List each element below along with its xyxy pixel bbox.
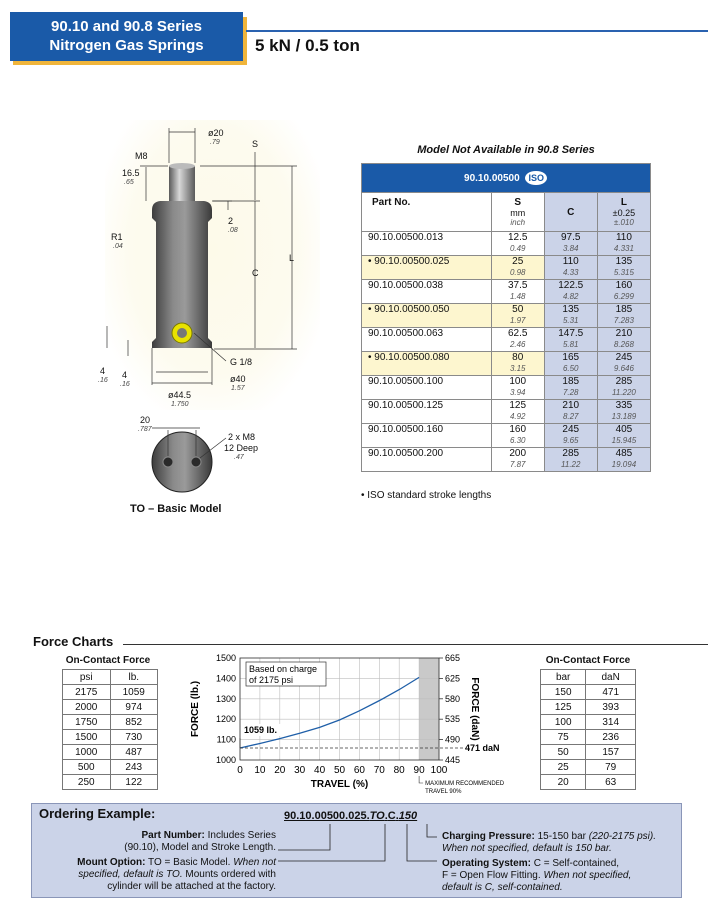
label-4b-in: .16 bbox=[120, 381, 130, 388]
cell-l-inch: 8.268 bbox=[613, 340, 634, 349]
label-r1-in: .04 bbox=[113, 243, 123, 250]
cell-c-inch: 8.27 bbox=[562, 412, 579, 421]
table-row bbox=[362, 352, 651, 376]
cell-s-inch: 0.49 bbox=[509, 244, 526, 253]
left-force-row bbox=[63, 730, 158, 745]
cell-s-inch: 3.15 bbox=[509, 364, 526, 373]
header-title-line1: 90.10 and 90.8 Series bbox=[51, 18, 202, 35]
left-header-psi: psi bbox=[63, 670, 111, 685]
legend-line-1: Based on charge bbox=[249, 664, 318, 674]
max-travel-leader bbox=[419, 776, 423, 783]
cell-l-inch: 11.220 bbox=[611, 388, 636, 397]
cell-part-no: 90.10.00500.013 bbox=[362, 232, 492, 256]
dan-label: 471 daN bbox=[465, 742, 500, 753]
cell-part-no: • 90.10.00500.050 bbox=[362, 304, 492, 328]
cell-s-mm: 80 bbox=[512, 352, 524, 363]
cell-s bbox=[491, 448, 544, 472]
cell-part-no: • 90.10.00500.025 bbox=[362, 256, 492, 280]
cell-c-mm: 285 bbox=[562, 448, 580, 459]
cell-c-inch: 4.82 bbox=[562, 292, 579, 301]
y2-tick-label: 665 bbox=[445, 653, 461, 663]
cell-l bbox=[597, 424, 650, 448]
cell-l-mm: 285 bbox=[615, 376, 633, 387]
header-s bbox=[491, 193, 544, 232]
cell-c-inch: 11.22 bbox=[561, 460, 581, 469]
ordering-code-dot2: . bbox=[395, 810, 399, 822]
cell-c-inch: 5.81 bbox=[562, 340, 579, 349]
force-charts-rule bbox=[123, 644, 708, 645]
right-force-table bbox=[540, 669, 636, 790]
left-cell-b: 243 bbox=[110, 760, 158, 775]
iso-header bbox=[362, 164, 651, 193]
cell-s bbox=[491, 424, 544, 448]
cell-l-inch: 5.315 bbox=[613, 268, 634, 277]
y-tick-label: 1000 bbox=[215, 755, 236, 765]
header-l-tol: ±0.25 bbox=[612, 208, 636, 218]
label-16-5-in: .65 bbox=[124, 179, 134, 186]
operating-desc bbox=[442, 858, 682, 894]
table-row bbox=[362, 304, 651, 328]
label-2-in: .08 bbox=[228, 227, 238, 234]
label-dia40: ø40 bbox=[230, 374, 246, 384]
left-cell-b: 487 bbox=[110, 745, 158, 760]
cell-c-mm: 245 bbox=[562, 424, 580, 435]
right-cell-b: 79 bbox=[586, 760, 636, 775]
cell-s-inch: 6.30 bbox=[509, 436, 526, 445]
part-number-text2: (90.10), Model and Stroke Length. bbox=[124, 842, 276, 853]
cell-c bbox=[544, 400, 597, 424]
base-view bbox=[152, 432, 212, 492]
header-title-line2: Nitrogen Gas Springs bbox=[49, 37, 204, 54]
header-subtitle: 5 kN / 0.5 ton bbox=[255, 36, 360, 55]
operating-label: Operating System: bbox=[442, 858, 531, 869]
y2-tick-label: 445 bbox=[445, 755, 461, 765]
cell-s-inch: 4.92 bbox=[509, 412, 526, 421]
operating-text1: C = Self-contained, bbox=[533, 858, 620, 869]
left-cell-a: 2000 bbox=[63, 700, 111, 715]
left-force-row bbox=[63, 715, 158, 730]
right-table-body bbox=[541, 685, 636, 790]
force-chart bbox=[180, 648, 530, 798]
cell-c-inch: 9.65 bbox=[562, 436, 579, 445]
right-cell-a: 150 bbox=[541, 685, 586, 700]
label-16-5: 16.5 bbox=[122, 168, 140, 178]
cell-l-mm: 210 bbox=[615, 328, 633, 339]
right-cell-b: 236 bbox=[586, 730, 636, 745]
cell-part-no: 90.10.00500.100 bbox=[362, 376, 492, 400]
x-tick-label: 10 bbox=[254, 765, 266, 776]
cell-s-inch: 1.48 bbox=[509, 292, 526, 301]
cell-l-inch: 7.283 bbox=[613, 316, 634, 325]
mount-option-desc bbox=[40, 857, 276, 893]
charging-desc bbox=[442, 831, 682, 855]
left-cell-a: 250 bbox=[63, 775, 111, 790]
x-tick-label: 70 bbox=[373, 765, 385, 776]
left-force-table bbox=[62, 669, 158, 790]
cell-l-mm: 135 bbox=[615, 256, 633, 267]
right-cell-b: 471 bbox=[586, 685, 636, 700]
left-table-body bbox=[63, 685, 158, 790]
right-cell-a: 25 bbox=[541, 760, 586, 775]
left-table-title: On-Contact Force bbox=[65, 655, 151, 666]
cell-l-mm: 110 bbox=[615, 232, 632, 243]
header-s-label: S bbox=[514, 197, 522, 208]
cell-part-no: • 90.10.00500.080 bbox=[362, 352, 492, 376]
cell-l bbox=[597, 328, 650, 352]
header-part-no: Part No. bbox=[362, 193, 492, 232]
right-cell-a: 75 bbox=[541, 730, 586, 745]
mount-text3: cylinder will be attached at the factory. bbox=[107, 881, 276, 892]
left-cell-b: 122 bbox=[110, 775, 158, 790]
max-travel-band bbox=[419, 658, 439, 760]
cell-l bbox=[597, 376, 650, 400]
cell-c-mm: 147.5 bbox=[558, 328, 584, 339]
cell-c-mm: 210 bbox=[562, 400, 580, 411]
cell-s bbox=[491, 304, 544, 328]
y-axis-title: FORCE (lb.) bbox=[190, 680, 201, 738]
table-row bbox=[362, 232, 651, 256]
cell-c-mm: 122.5 bbox=[558, 280, 584, 291]
force-charts-title: Force Charts bbox=[33, 634, 114, 649]
cell-s bbox=[491, 400, 544, 424]
cell-s bbox=[491, 376, 544, 400]
cell-s-inch: 7.87 bbox=[509, 460, 526, 469]
y-tick-label: 1200 bbox=[215, 714, 236, 725]
label-4b: 4 bbox=[122, 370, 128, 380]
left-force-row bbox=[63, 745, 158, 760]
label-dia44-5: ø44.5 bbox=[168, 390, 192, 400]
left-force-row bbox=[63, 760, 158, 775]
label-dia40-in: 1.57 bbox=[231, 385, 245, 392]
right-cell-a: 20 bbox=[541, 775, 586, 790]
cell-c bbox=[544, 256, 597, 280]
cell-l-mm: 405 bbox=[615, 424, 633, 435]
right-force-row bbox=[541, 715, 636, 730]
left-force-row bbox=[63, 700, 158, 715]
right-force-row bbox=[541, 745, 636, 760]
mount-text2b: Mounts ordered with bbox=[185, 869, 276, 880]
ordering-code-c: C bbox=[387, 810, 396, 822]
x-tick-label: 40 bbox=[314, 765, 326, 776]
right-table-title: On-Contact Force bbox=[545, 655, 631, 666]
x-tick-label: 100 bbox=[430, 765, 448, 776]
table-row bbox=[362, 376, 651, 400]
header-l-tol2: ±.010 bbox=[613, 218, 634, 227]
label-l: L bbox=[289, 253, 295, 263]
label-m8: M8 bbox=[135, 151, 148, 161]
cell-c bbox=[544, 304, 597, 328]
cell-c bbox=[544, 424, 597, 448]
cell-l-inch: 4.331 bbox=[613, 244, 634, 253]
cell-s-mm: 125 bbox=[509, 400, 527, 411]
table-row bbox=[362, 280, 651, 304]
header-l-label: L bbox=[620, 197, 627, 208]
cell-s-mm: 62.5 bbox=[507, 328, 528, 339]
cell-s-mm: 37.5 bbox=[507, 280, 528, 291]
right-force-row bbox=[541, 700, 636, 715]
table-row bbox=[362, 448, 651, 472]
operating-text2: F = Open Flow Fitting. bbox=[442, 870, 541, 881]
right-force-row bbox=[541, 760, 636, 775]
start-label: 1059 lb. bbox=[244, 724, 278, 735]
x-tick-label: 30 bbox=[294, 765, 306, 776]
y2-tick-label: 490 bbox=[445, 734, 461, 745]
iso-header-text: 90.10.00500 bbox=[464, 173, 520, 184]
label-g18: G 1/8 bbox=[230, 357, 253, 367]
left-cell-b: 1059 bbox=[110, 685, 158, 700]
charging-text2: When not specified, default is 150 bar. bbox=[442, 843, 612, 854]
cell-l-mm: 335 bbox=[615, 400, 633, 411]
stroke-table-body bbox=[362, 232, 651, 472]
mount-text1: TO = Basic Model. bbox=[148, 857, 231, 868]
left-header-lb: lb. bbox=[110, 670, 158, 685]
header-s-unit2: inch bbox=[510, 218, 526, 227]
left-cell-b: 852 bbox=[110, 715, 158, 730]
max-travel-note-1: MAXIMUM RECOMMENDED bbox=[425, 781, 505, 787]
right-cell-b: 393 bbox=[586, 700, 636, 715]
ordering-code-main: 90.10.00500.025. bbox=[284, 810, 370, 822]
charging-text1b: (220-2175 psi). bbox=[588, 831, 657, 842]
label-20: 20 bbox=[140, 415, 151, 425]
cell-l bbox=[597, 256, 650, 280]
label-2xm8: 2 x M8 bbox=[228, 432, 256, 442]
ordering-code-150: 150 bbox=[398, 810, 418, 822]
right-cell-a: 100 bbox=[541, 715, 586, 730]
header-l bbox=[597, 193, 650, 232]
cell-s bbox=[491, 280, 544, 304]
charging-text1: 15-150 bar bbox=[537, 831, 586, 842]
ordering-code-dot: . bbox=[384, 810, 388, 822]
cell-c bbox=[544, 328, 597, 352]
mount-text1b: When not bbox=[233, 857, 276, 868]
cell-c bbox=[544, 376, 597, 400]
label-dia20-in: .79 bbox=[210, 139, 220, 146]
cell-c bbox=[544, 232, 597, 256]
cell-s bbox=[491, 328, 544, 352]
y2-axis-title: FORCE (daN) bbox=[469, 677, 480, 741]
cell-c-mm: 185 bbox=[562, 376, 580, 387]
x-tick-label: 90 bbox=[413, 765, 425, 776]
label-12deep: 12 Deep bbox=[224, 443, 259, 453]
label-s: S bbox=[252, 139, 259, 149]
x-tick-label: 50 bbox=[333, 765, 346, 776]
right-cell-b: 157 bbox=[586, 745, 636, 760]
label-4a-in: .16 bbox=[98, 377, 108, 384]
cell-c-inch: 3.84 bbox=[562, 244, 579, 253]
table-row bbox=[362, 256, 651, 280]
operating-text3: default is C, self-contained. bbox=[442, 882, 563, 893]
label-2: 2 bbox=[228, 216, 234, 226]
y-tick-label: 1500 bbox=[215, 653, 236, 663]
cell-c-mm: 97.5 bbox=[561, 232, 581, 243]
table-row bbox=[362, 400, 651, 424]
x-tick-label: 60 bbox=[353, 765, 365, 776]
cell-s-mm: 50 bbox=[512, 304, 524, 315]
right-cell-a: 125 bbox=[541, 700, 586, 715]
label-20-in: .787 bbox=[138, 426, 152, 433]
cell-s-mm: 12.5 bbox=[507, 232, 528, 243]
cell-l-inch: 6.299 bbox=[613, 292, 634, 301]
cell-l-inch: 15.945 bbox=[611, 436, 637, 445]
left-cell-a: 1000 bbox=[63, 745, 111, 760]
label-4a: 4 bbox=[100, 366, 106, 376]
x-tick-label: 20 bbox=[274, 765, 286, 776]
cell-l-mm: 185 bbox=[615, 304, 633, 315]
cell-c bbox=[544, 280, 597, 304]
right-cell-a: 50 bbox=[541, 745, 586, 760]
cell-l bbox=[597, 280, 650, 304]
left-force-row bbox=[63, 775, 158, 790]
cell-part-no: 90.10.00500.125 bbox=[362, 400, 492, 424]
label-dia44-5-in: 1.750 bbox=[171, 401, 189, 408]
iso-footnote: • ISO standard stroke lengths bbox=[361, 490, 492, 501]
part-number-label: Part Number: bbox=[141, 830, 205, 841]
cell-s bbox=[491, 352, 544, 376]
ordering-title: Ordering Example: bbox=[39, 806, 156, 821]
operating-text2b: When not specified, bbox=[543, 870, 632, 881]
left-cell-a: 2175 bbox=[63, 685, 111, 700]
label-c: C bbox=[252, 268, 259, 278]
label-dia20: ø20 bbox=[208, 128, 224, 138]
right-header-bar: bar bbox=[541, 670, 586, 685]
cell-c-inch: 6.50 bbox=[562, 364, 579, 373]
cell-s bbox=[491, 232, 544, 256]
cell-part-no: 90.10.00500.063 bbox=[362, 328, 492, 352]
cell-c bbox=[544, 352, 597, 376]
label-12deep-in: .47 bbox=[234, 454, 244, 461]
header-s-unit: mm bbox=[510, 208, 526, 218]
x-tick-label: 80 bbox=[393, 765, 405, 776]
cell-l bbox=[597, 400, 650, 424]
iso-badge-icon: ISO bbox=[524, 170, 548, 186]
left-cell-a: 1750 bbox=[63, 715, 111, 730]
ordering-code-to: TO bbox=[369, 810, 385, 822]
right-force-row bbox=[541, 775, 636, 790]
cell-c-inch: 4.33 bbox=[562, 268, 579, 277]
cell-l bbox=[597, 448, 650, 472]
cell-s-mm: 25 bbox=[512, 256, 524, 267]
cell-c-inch: 7.28 bbox=[562, 388, 579, 397]
cell-l-inch: 13.189 bbox=[611, 412, 637, 421]
cell-s-mm: 100 bbox=[509, 376, 527, 387]
cell-l bbox=[597, 352, 650, 376]
mount-label: Mount Option: bbox=[77, 857, 146, 868]
cell-c bbox=[544, 448, 597, 472]
cell-c-mm: 165 bbox=[562, 352, 580, 363]
y-tick-label: 1400 bbox=[215, 673, 236, 684]
table-note: Model Not Available in 90.8 Series bbox=[417, 144, 595, 156]
y2-tick-label: 625 bbox=[445, 673, 461, 684]
cell-l-inch: 19.094 bbox=[611, 460, 637, 469]
right-force-row bbox=[541, 730, 636, 745]
x-tick-label: 0 bbox=[237, 765, 243, 776]
cell-part-no: 90.10.00500.038 bbox=[362, 280, 492, 304]
charging-label: Charging Pressure: bbox=[442, 831, 535, 842]
right-header-dan: daN bbox=[586, 670, 636, 685]
cell-s bbox=[491, 256, 544, 280]
left-cell-a: 1500 bbox=[63, 730, 111, 745]
cell-l-mm: 485 bbox=[615, 448, 633, 459]
cell-c-mm: 135 bbox=[562, 304, 580, 315]
left-cell-b: 974 bbox=[110, 700, 158, 715]
y2-tick-label: 580 bbox=[445, 693, 461, 704]
cell-c-inch: 5.31 bbox=[562, 316, 579, 325]
cell-s-inch: 1.97 bbox=[509, 316, 526, 325]
stroke-table bbox=[361, 163, 651, 472]
label-r1: R1 bbox=[111, 232, 123, 242]
left-cell-a: 500 bbox=[63, 760, 111, 775]
cell-part-no: 90.10.00500.160 bbox=[362, 424, 492, 448]
left-force-row bbox=[63, 685, 158, 700]
cell-l-mm: 245 bbox=[615, 352, 633, 363]
left-cell-b: 730 bbox=[110, 730, 158, 745]
cell-s-mm: 200 bbox=[509, 448, 527, 459]
mount-text2: specified, default is TO. bbox=[78, 869, 183, 880]
cell-l bbox=[597, 304, 650, 328]
cell-part-no: 90.10.00500.200 bbox=[362, 448, 492, 472]
cell-l bbox=[597, 232, 650, 256]
cell-l-inch: 9.646 bbox=[613, 364, 634, 373]
cell-l-mm: 160 bbox=[615, 280, 633, 291]
max-travel-note-2: TRAVEL 90% bbox=[425, 789, 462, 795]
y-tick-label: 1300 bbox=[215, 693, 236, 704]
piston-rod bbox=[169, 166, 195, 201]
drawing-caption: TO – Basic Model bbox=[130, 503, 222, 515]
right-force-row bbox=[541, 685, 636, 700]
part-number-text1: Includes Series bbox=[207, 830, 276, 841]
y-tick-label: 1100 bbox=[216, 734, 236, 745]
right-cell-b: 63 bbox=[586, 775, 636, 790]
cell-s-inch: 0.98 bbox=[509, 268, 526, 277]
right-cell-b: 314 bbox=[586, 715, 636, 730]
y2-tick-label: 535 bbox=[445, 714, 461, 725]
table-row bbox=[362, 424, 651, 448]
cell-c-mm: 110 bbox=[562, 256, 579, 267]
cell-s-inch: 3.94 bbox=[509, 388, 526, 397]
header-c: C bbox=[544, 193, 597, 232]
legend-line-2: of 2175 psi bbox=[249, 675, 294, 685]
force-curve bbox=[240, 677, 419, 748]
cell-s-mm: 160 bbox=[509, 424, 527, 435]
part-number-desc bbox=[40, 830, 276, 854]
cell-s-inch: 2.46 bbox=[509, 340, 526, 349]
table-row bbox=[362, 328, 651, 352]
x-axis-title: TRAVEL (%) bbox=[310, 779, 369, 790]
